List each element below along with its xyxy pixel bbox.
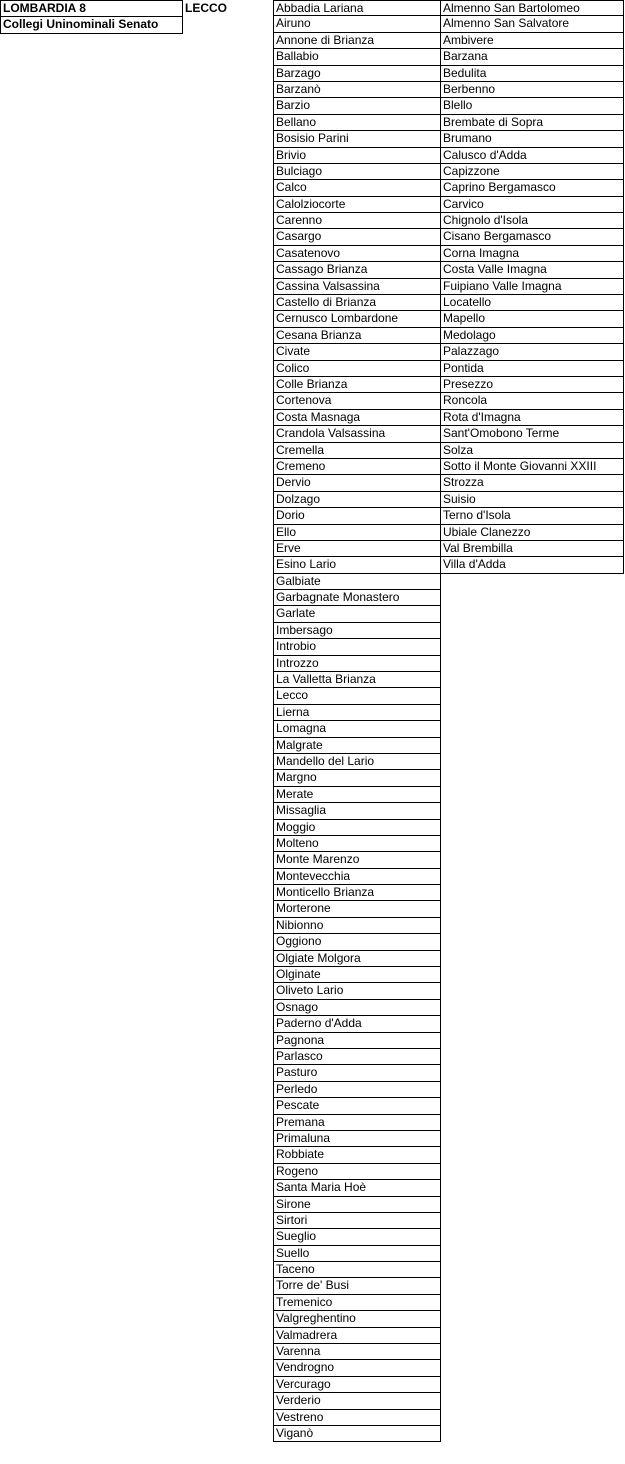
municipality-cell: Nibionno bbox=[274, 918, 440, 934]
municipality-cell: Rogeno bbox=[274, 1164, 440, 1180]
bergamo-municipality-list bbox=[440, 0, 624, 574]
municipality-cell: Corna Imagna bbox=[441, 246, 623, 262]
municipality-cell: Ubiale Clanezzo bbox=[441, 525, 623, 541]
municipality-cell: Valmadrera bbox=[274, 1328, 440, 1344]
municipality-cell: Bosisio Parini bbox=[274, 131, 440, 147]
municipality-cell: Casargo bbox=[274, 229, 440, 245]
municipality-cell: Oliveto Lario bbox=[274, 983, 440, 999]
municipality-cell: Bedulita bbox=[441, 66, 623, 82]
municipality-cell: Calco bbox=[274, 180, 440, 196]
municipality-cell: Lecco bbox=[274, 688, 440, 704]
municipality-cell: Ballabio bbox=[274, 49, 440, 65]
municipality-cell: Pontida bbox=[441, 361, 623, 377]
municipality-cell: Castello di Brianza bbox=[274, 295, 440, 311]
municipality-cell: Caprino Bergamasco bbox=[441, 180, 623, 196]
municipality-cell: Taceno bbox=[274, 1262, 440, 1278]
municipality-cell: Cassina Valsassina bbox=[274, 279, 440, 295]
municipality-cell: Brivio bbox=[274, 148, 440, 164]
municipality-cell: Cisano Bergamasco bbox=[441, 229, 623, 245]
municipality-cell: Imbersago bbox=[274, 623, 440, 639]
municipality-cell: Robbiate bbox=[274, 1147, 440, 1163]
municipality-cell: Cremella bbox=[274, 443, 440, 459]
municipality-cell: Cernusco Lombardone bbox=[274, 311, 440, 327]
municipality-cell: Olgiate Molgora bbox=[274, 951, 440, 967]
municipality-cell: Dervio bbox=[274, 475, 440, 491]
region-label: LOMBARDIA 8 bbox=[0, 0, 183, 17]
municipality-cell: Roncola bbox=[441, 393, 623, 409]
municipality-cell: Molteno bbox=[274, 836, 440, 852]
municipality-cell: Civate bbox=[274, 344, 440, 360]
municipality-cell: Tremenico bbox=[274, 1295, 440, 1311]
municipality-cell: Solza bbox=[441, 443, 623, 459]
municipality-cell: Bulciago bbox=[274, 164, 440, 180]
municipality-cell: Ambivere bbox=[441, 33, 623, 49]
municipality-cell: Garlate bbox=[274, 606, 440, 622]
municipality-cell: Viganò bbox=[274, 1426, 440, 1442]
municipality-cell: Osnago bbox=[274, 1000, 440, 1016]
municipality-cell: Vendrogno bbox=[274, 1360, 440, 1376]
municipality-cell: Almenno San Bartolomeo bbox=[441, 0, 623, 16]
municipality-cell: Pasturo bbox=[274, 1065, 440, 1081]
municipality-cell: Barzana bbox=[441, 49, 623, 65]
municipality-cell: Lomagna bbox=[274, 721, 440, 737]
municipality-cell: Crandola Valsassina bbox=[274, 426, 440, 442]
municipality-cell: Monte Marenzo bbox=[274, 852, 440, 868]
municipality-cell: Esino Lario bbox=[274, 557, 440, 573]
municipality-cell: Garbagnate Monastero bbox=[274, 590, 440, 606]
municipality-cell: Parlasco bbox=[274, 1049, 440, 1065]
municipality-cell: Vercurago bbox=[274, 1377, 440, 1393]
municipality-cell: Cremeno bbox=[274, 459, 440, 475]
municipality-cell: Pescate bbox=[274, 1098, 440, 1114]
municipality-cell: Varenna bbox=[274, 1344, 440, 1360]
municipality-cell: Sotto il Monte Giovanni XXIII bbox=[441, 459, 623, 475]
municipality-cell: Mapello bbox=[441, 311, 623, 327]
municipality-cell: Montevecchia bbox=[274, 869, 440, 885]
municipality-cell: Almenno San Salvatore bbox=[441, 16, 623, 32]
municipality-cell: Presezzo bbox=[441, 377, 623, 393]
municipality-cell: Malgrate bbox=[274, 738, 440, 754]
municipality-cell: Val Brembilla bbox=[441, 541, 623, 557]
municipality-cell: Sant'Omobono Terme bbox=[441, 426, 623, 442]
municipality-cell: Terno d'Isola bbox=[441, 508, 623, 524]
municipality-cell: Bellano bbox=[274, 115, 440, 131]
municipality-cell: Missaglia bbox=[274, 803, 440, 819]
municipality-cell: Ello bbox=[274, 525, 440, 541]
municipality-cell: Valgreghentino bbox=[274, 1311, 440, 1327]
collegi-label: Collegi Uninominali Senato bbox=[0, 16, 183, 34]
municipality-cell: Morterone bbox=[274, 901, 440, 917]
municipality-cell: Monticello Brianza bbox=[274, 885, 440, 901]
lecco-municipality-list bbox=[273, 0, 441, 1442]
municipality-cell: Capizzone bbox=[441, 164, 623, 180]
municipality-cell: Pagnona bbox=[274, 1033, 440, 1049]
municipality-cell: Barzago bbox=[274, 66, 440, 82]
municipality-cell: Cassago Brianza bbox=[274, 262, 440, 278]
municipality-cell: Barzanò bbox=[274, 82, 440, 98]
municipality-cell: La Valletta Brianza bbox=[274, 672, 440, 688]
municipality-cell: Brembate di Sopra bbox=[441, 115, 623, 131]
municipality-cell: Costa Valle Imagna bbox=[441, 262, 623, 278]
municipality-cell: Colico bbox=[274, 361, 440, 377]
municipality-cell: Fuipiano Valle Imagna bbox=[441, 279, 623, 295]
municipality-cell: Santa Maria Hoè bbox=[274, 1180, 440, 1196]
municipality-cell: Carenno bbox=[274, 213, 440, 229]
municipality-cell: Merate bbox=[274, 787, 440, 803]
municipality-cell: Barzio bbox=[274, 98, 440, 114]
municipality-cell: Colle Brianza bbox=[274, 377, 440, 393]
municipality-cell: Torre de' Busi bbox=[274, 1278, 440, 1294]
municipality-cell: Berbenno bbox=[441, 82, 623, 98]
municipality-cell: Mandello del Lario bbox=[274, 754, 440, 770]
municipality-cell: Casatenovo bbox=[274, 246, 440, 262]
municipality-cell: Cortenova bbox=[274, 393, 440, 409]
municipality-cell: Airuno bbox=[274, 16, 440, 32]
municipality-cell: Villa d'Adda bbox=[441, 557, 623, 573]
municipality-cell: Sirone bbox=[274, 1197, 440, 1213]
municipality-cell: Costa Masnaga bbox=[274, 410, 440, 426]
municipality-cell: Blello bbox=[441, 98, 623, 114]
municipality-cell: Primaluna bbox=[274, 1131, 440, 1147]
municipality-cell: Sirtori bbox=[274, 1213, 440, 1229]
municipality-cell: Suisio bbox=[441, 492, 623, 508]
municipality-cell: Moggio bbox=[274, 820, 440, 836]
municipality-cell: Abbadia Lariana bbox=[274, 0, 440, 16]
municipality-cell: Medolago bbox=[441, 328, 623, 344]
municipality-cell: Calolziocorte bbox=[274, 197, 440, 213]
municipality-cell: Olginate bbox=[274, 967, 440, 983]
municipality-cell: Dolzago bbox=[274, 492, 440, 508]
municipality-cell: Oggiono bbox=[274, 934, 440, 950]
municipality-cell: Lierna bbox=[274, 705, 440, 721]
municipality-cell: Annone di Brianza bbox=[274, 33, 440, 49]
municipality-cell: Premana bbox=[274, 1115, 440, 1131]
municipality-cell: Cesana Brianza bbox=[274, 328, 440, 344]
municipality-cell: Verderio bbox=[274, 1393, 440, 1409]
municipality-cell: Margno bbox=[274, 770, 440, 786]
municipality-cell: Galbiate bbox=[274, 574, 440, 590]
municipality-cell: Introzzo bbox=[274, 656, 440, 672]
municipality-cell: Erve bbox=[274, 541, 440, 557]
municipality-cell: Brumano bbox=[441, 131, 623, 147]
municipality-cell: Vestreno bbox=[274, 1410, 440, 1426]
municipality-cell: Perledo bbox=[274, 1082, 440, 1098]
municipality-cell: Paderno d'Adda bbox=[274, 1016, 440, 1032]
municipality-cell: Dorio bbox=[274, 508, 440, 524]
municipality-cell: Introbio bbox=[274, 639, 440, 655]
municipality-cell: Suello bbox=[274, 1246, 440, 1262]
municipality-cell: Palazzago bbox=[441, 344, 623, 360]
municipality-cell: Sueglio bbox=[274, 1229, 440, 1245]
province-label: LECCO bbox=[185, 1, 227, 15]
municipality-cell: Calusco d'Adda bbox=[441, 148, 623, 164]
municipality-cell: Rota d'Imagna bbox=[441, 410, 623, 426]
municipality-cell: Chignolo d'Isola bbox=[441, 213, 623, 229]
municipality-cell: Strozza bbox=[441, 475, 623, 491]
municipality-cell: Locatello bbox=[441, 295, 623, 311]
municipality-cell: Carvico bbox=[441, 197, 623, 213]
